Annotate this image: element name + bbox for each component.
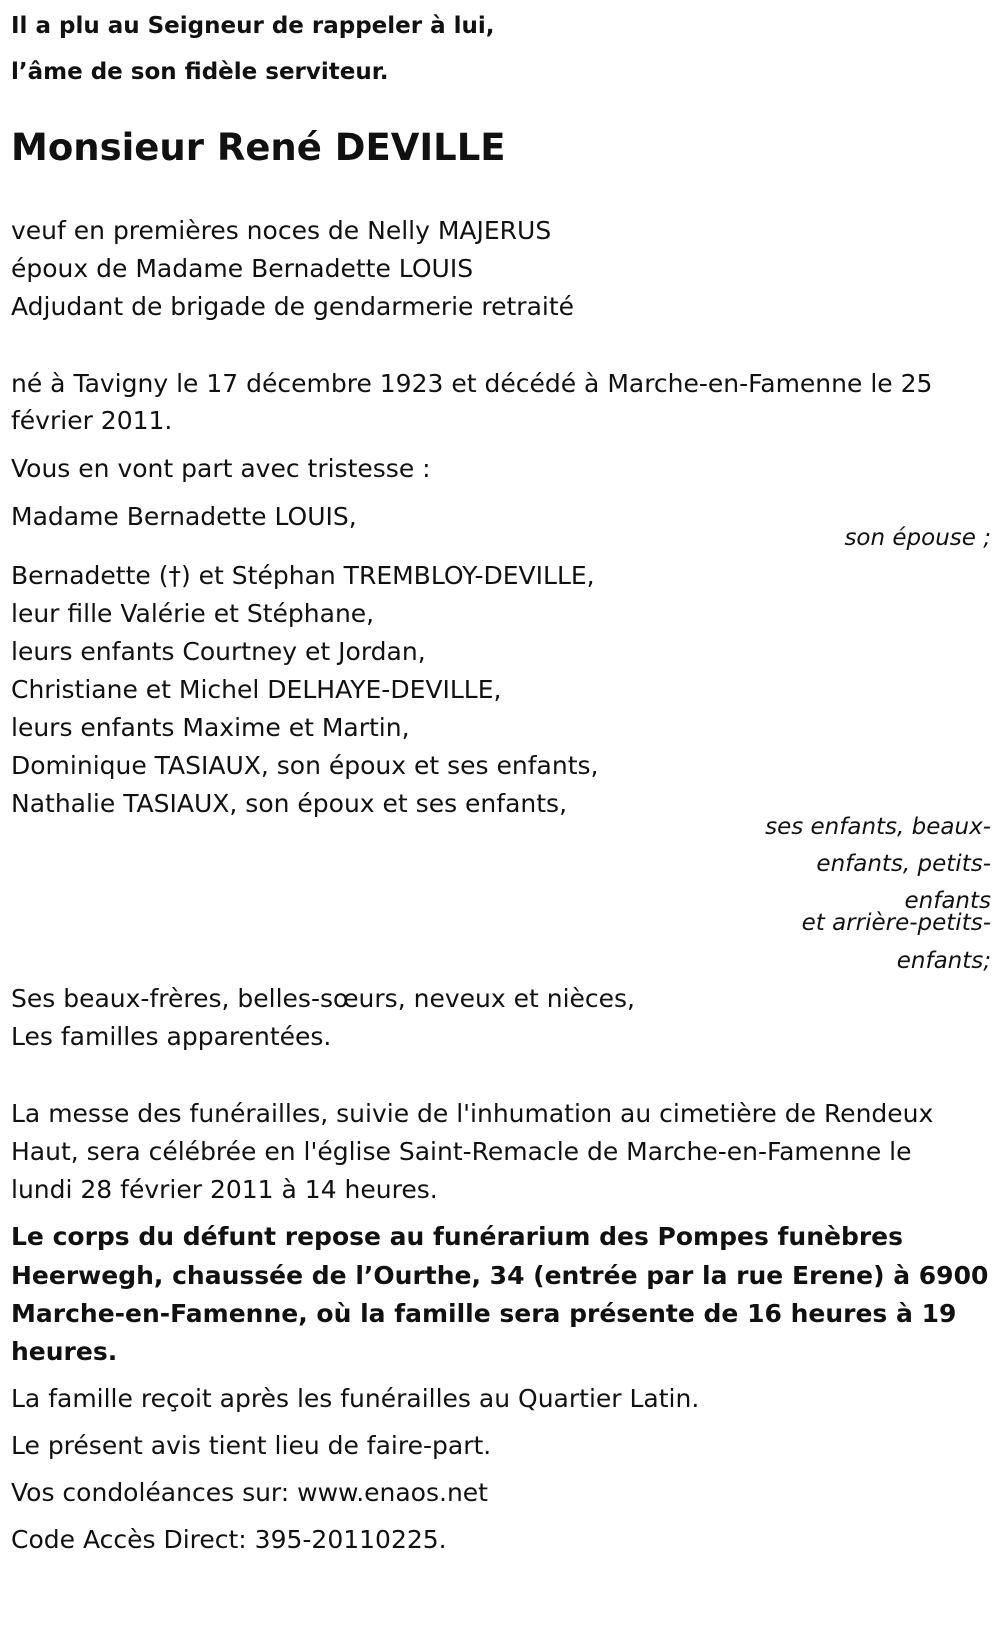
- birth-death-line: février 2011.: [11, 406, 173, 435]
- funeral-line: lundi 28 février 2011 à 14 heures.: [11, 1175, 438, 1204]
- funeral-line: Haut, sera célébrée en l'église Saint-Remacle de Marche-en-Famenne le: [11, 1137, 912, 1166]
- access-code: Code Accès Direct: 395-20110225.: [11, 1525, 447, 1554]
- notice-note: Le présent avis tient lieu de faire-part.: [11, 1431, 492, 1460]
- viewing-line: heures.: [11, 1337, 118, 1366]
- reception-note: La famille reçoit après les funérailles au Quartier Latin.: [11, 1384, 700, 1413]
- child-line: leurs enfants Maxime et Martin,: [11, 713, 410, 742]
- detail-line: veuf en premières noces de Nelly MAJERUS: [11, 216, 552, 245]
- viewing-line: Heerwegh, chaussée de l’Ourthe, 34 (entrée par la rue Erene) à 6900: [11, 1261, 989, 1290]
- intro-line-2: l’âme de son fidèle serviteur.: [11, 59, 389, 85]
- child-line: Dominique TASIAUX, son époux et ses enfants,: [11, 751, 599, 780]
- child-line: Nathalie TASIAUX, son époux et ses enfants,: [11, 789, 568, 818]
- deceased-name: Monsieur René DEVILLE: [11, 126, 506, 169]
- detail-line: époux de Madame Bernadette LOUIS: [11, 254, 474, 283]
- spouse-role: son épouse ;: [844, 525, 991, 551]
- viewing-line: Marche-en-Famenne, où la famille sera présente de 16 heures à 19: [11, 1299, 957, 1328]
- birth-death-line: né à Tavigny le 17 décembre 1923 et décédé à Marche-en-Famenne le 25: [11, 369, 933, 398]
- condolences-note: Vos condoléances sur: www.enaos.net: [11, 1478, 488, 1507]
- viewing-line: Le corps du défunt repose au funérarium des Pompes funèbres: [11, 1222, 904, 1251]
- detail-line: Adjudant de brigade de gendarmerie retraité: [11, 292, 575, 321]
- spouse-name: Madame Bernadette LOUIS,: [11, 502, 357, 531]
- children-role-line: enfants;: [896, 948, 991, 974]
- announcement: Vous en vont part avec tristesse :: [11, 454, 431, 483]
- children-role-line: ses enfants, beaux-: [765, 814, 991, 840]
- child-line: leur fille Valérie et Stéphane,: [11, 599, 375, 628]
- extended-family-line: Les familles apparentées.: [11, 1022, 332, 1051]
- funeral-line: La messe des funérailles, suivie de l'inhumation au cimetière de Rendeux: [11, 1099, 934, 1128]
- child-line: Christiane et Michel DELHAYE-DEVILLE,: [11, 675, 502, 704]
- children-role-line: et arrière-petits-: [801, 910, 991, 936]
- children-role-line: enfants: [904, 888, 991, 914]
- children-role-line: enfants, petits-: [816, 851, 991, 877]
- child-line: leurs enfants Courtney et Jordan,: [11, 637, 426, 666]
- child-line: Bernadette (†) et Stéphan TREMBLOY-DEVILLE,: [11, 561, 595, 590]
- extended-family-line: Ses beaux-frères, belles-sœurs, neveux et nièces,: [11, 984, 635, 1013]
- intro-line-1: Il a plu au Seigneur de rappeler à lui,: [11, 13, 495, 39]
